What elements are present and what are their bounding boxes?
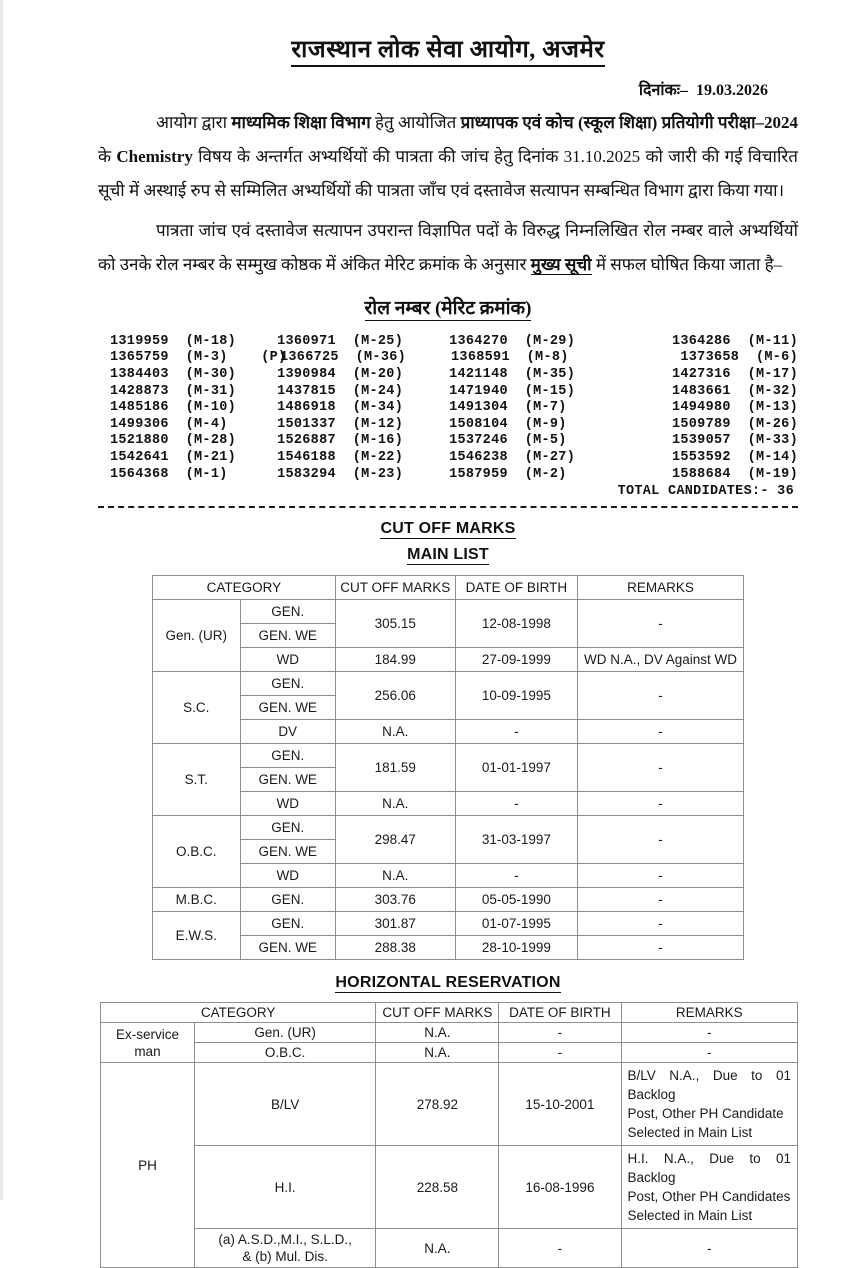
roll-entry: 1508104 (M-9): [449, 416, 567, 432]
remark-line: Post, Other PH Candidates: [627, 1189, 791, 1205]
roll-entry: 1373658 (M-6): [680, 350, 798, 366]
cell-subcategory: GEN.: [240, 744, 335, 768]
roll-entry: 1491304 (M-7): [449, 400, 567, 416]
table-row: [153, 816, 744, 840]
roll-entry: 1494980 (M-13): [671, 400, 798, 416]
remark-line: Selected in Main List: [627, 1125, 753, 1141]
cell-subcategory: GEN.: [240, 672, 335, 696]
remark-line: Post, Other PH Candidate: [627, 1106, 784, 1122]
document-date: [98, 78, 798, 100]
roll-entry: 1360971 (M-25): [277, 333, 404, 349]
roll-entry: 1365759 (M-3) (P): [110, 350, 287, 366]
page-title: [98, 36, 798, 65]
table-row: [153, 912, 744, 936]
cell-remarks: -: [578, 936, 744, 960]
roll-row: [110, 367, 798, 384]
cell-cutoff: N.A.: [376, 1023, 499, 1043]
cell-category: S.C.: [153, 672, 241, 744]
cell-category: M.B.C.: [153, 888, 241, 912]
p1-bold-subject: Chemistry: [116, 146, 193, 166]
cell-cutoff: 181.59: [335, 744, 455, 792]
document-date-value: 19.03.2026: [696, 81, 768, 99]
cell-remarks: -: [578, 600, 744, 648]
cell-cutoff: N.A.: [376, 1229, 499, 1268]
cell-cutoff: N.A.: [335, 792, 455, 816]
roll-row: [110, 467, 798, 484]
cutoff-marks-heading: [98, 520, 798, 538]
cell-dob: 10-09-1995: [455, 672, 577, 720]
cell-subcategory: O.B.C.: [194, 1043, 375, 1063]
cell-dob: -: [499, 1023, 621, 1043]
roll-entry: 1526887 (M-16): [277, 433, 404, 449]
cell-subcategory: GEN. WE: [240, 624, 335, 648]
cell-subcategory: GEN. WE: [240, 696, 335, 720]
cell-remarks: -: [578, 720, 744, 744]
cell-remarks: -: [578, 912, 744, 936]
p1-seg1: आयोग द्वारा: [156, 112, 232, 132]
roll-entry: 1364270 (M-29): [449, 333, 576, 349]
table-row: [101, 1043, 798, 1063]
cell-dob: 15-10-2001: [499, 1063, 621, 1146]
roll-entry: 1428873 (M-31): [110, 383, 237, 399]
roll-entry: 1485186 (M-10): [110, 400, 237, 416]
paragraph-eligibility: [98, 106, 798, 208]
table-row: [101, 1229, 798, 1268]
col-header-category: CATEGORY: [101, 1003, 376, 1023]
col-header-remarks: REMARKS: [621, 1003, 798, 1023]
horizontal-reservation-table: [100, 1002, 798, 1268]
table-row: [153, 792, 744, 816]
cell-remarks: [621, 1146, 798, 1229]
cell-cutoff: 303.76: [335, 888, 455, 912]
cell-category: E.W.S.: [153, 912, 241, 960]
cell-subcategory: GEN. WE: [240, 840, 335, 864]
remark-line: Selected in Main List: [627, 1208, 753, 1224]
roll-entry: 1553592 (M-14): [671, 449, 798, 465]
cell-subcategory: Gen. (UR): [194, 1023, 375, 1043]
cell-dob: 27-09-1999: [455, 648, 577, 672]
document-date-label: दिनांकः–: [638, 81, 688, 99]
table-header-row: [101, 1003, 798, 1023]
cell-cutoff: 184.99: [335, 648, 455, 672]
cell-subcategory: GEN.: [240, 600, 335, 624]
p1-seg4: विषय के अन्तर्गत अभ्यर्थियों की पात्रता की जांच हेतु दिनांक 31.10.2025 को जारी की गई विचारित सूची में अस्थाई रुप से सम्मिलित अभ्यर्थियों की पात्रता जाँच एवं दस्तावेज सत्यापन सम्बन्धित विभाग द्वारा किया गया।: [98, 146, 798, 200]
roll-row: [110, 400, 798, 417]
cell-category-exserviceman: [101, 1023, 195, 1063]
roll-entry: 1427316 (M-17): [671, 366, 798, 382]
table-row: [101, 1063, 798, 1146]
roll-row: [110, 334, 798, 351]
p1-seg3: के: [98, 146, 117, 166]
cell-subcategory: DV: [240, 720, 335, 744]
cell-dob: 31-03-1997: [455, 816, 577, 864]
main-list-heading-text: MAIN LIST: [407, 546, 489, 564]
cell-cutoff: 301.87: [335, 912, 455, 936]
roll-entry: 1390984 (M-20): [277, 366, 404, 382]
roll-entry: 1364286 (M-11): [671, 333, 798, 349]
p2-bold-mainlist: मुख्य सूची: [530, 254, 592, 274]
table-row: [153, 600, 744, 624]
horizontal-reservation-heading-text: HORIZONTAL RESERVATION: [335, 974, 561, 992]
cell-remarks: -: [621, 1043, 798, 1063]
roll-entry: 1421148 (M-35): [449, 366, 576, 382]
cell-cutoff: 305.15: [335, 600, 455, 648]
roll-entry: 1501337 (M-12): [277, 416, 404, 432]
remark-line: H.I. N.A., Due to 01 Backlog: [627, 1151, 791, 1186]
subcategory-line2: & (b) Mul. Dis.: [242, 1249, 328, 1265]
cell-cutoff: 278.92: [376, 1063, 499, 1146]
roll-entry: 1483661 (M-32): [671, 383, 798, 399]
roll-entry: 1437815 (M-24): [277, 383, 404, 399]
cutoff-marks-heading-text: CUT OFF MARKS: [380, 520, 516, 538]
roll-entry: 1486918 (M-34): [277, 400, 404, 416]
table-row: [101, 1146, 798, 1229]
page-title-text: राजस्थान लोक सेवा आयोग, अजमेर: [291, 37, 604, 67]
roll-row: [110, 417, 798, 434]
roll-entry: 1587959 (M-2): [449, 466, 567, 482]
cell-dob: -: [499, 1229, 621, 1268]
cell-category: O.B.C.: [153, 816, 241, 888]
cell-remarks: -: [621, 1023, 798, 1043]
col-header-dob: DATE OF BIRTH: [455, 576, 577, 600]
p2-seg1: पात्रता जांच एवं दस्तावेज सत्यापन उपरान्त विज्ञापित पदों के विरुद्ध निम्नलिखित रोल नम्बर वाले अभ्यर्थियों को उनके रोल नम्बर के सम्मुख कोष्ठक में अंकित मेरिट क्रमांक के अनुसार: [98, 220, 798, 274]
cell-subcategory: B/LV: [194, 1063, 375, 1146]
col-header-remarks: REMARKS: [578, 576, 744, 600]
total-candidates: TOTAL CANDIDATES:- 36: [617, 484, 794, 500]
roll-entry: 1366725 (M-36): [280, 350, 407, 366]
cell-subcategory: GEN.: [240, 912, 335, 936]
roll-row: [110, 433, 798, 450]
roll-row: [110, 350, 798, 367]
table-row: [153, 888, 744, 912]
p1-bold-department: माध्यमिक शिक्षा विभाग: [231, 112, 371, 132]
cell-remarks: -: [578, 816, 744, 864]
cell-cutoff: 298.47: [335, 816, 455, 864]
roll-number-heading: [98, 294, 798, 320]
col-header-cutoff: CUT OFF MARKS: [376, 1003, 499, 1023]
cell-cutoff: 256.06: [335, 672, 455, 720]
cell-subcategory: GEN. WE: [240, 936, 335, 960]
roll-entry: 1546188 (M-22): [277, 449, 404, 465]
cell-remarks: -: [578, 792, 744, 816]
cell-subcategory: GEN.: [240, 888, 335, 912]
cell-remarks: [621, 1063, 798, 1146]
roll-entry: 1509789 (M-26): [671, 416, 798, 432]
horizontal-reservation-heading: [98, 974, 798, 992]
cell-dob: -: [455, 720, 577, 744]
cell-dob: 16-08-1996: [499, 1146, 621, 1229]
cell-subcategory: GEN.: [240, 816, 335, 840]
cell-remarks: -: [578, 864, 744, 888]
cell-remarks: -: [578, 888, 744, 912]
roll-number-heading-text: रोल नम्बर (मेरिट क्रमांक): [364, 297, 532, 319]
cell-dob: -: [455, 792, 577, 816]
main-list-heading: [98, 546, 798, 564]
cell-remarks: -: [578, 744, 744, 792]
roll-entry: 1564368 (M-1): [110, 466, 228, 482]
remark-line: B/LV N.A., Due to 01 Backlog: [627, 1068, 791, 1103]
roll-entry: 1583294 (M-23): [277, 466, 404, 482]
roll-entry: 1384403 (M-30): [110, 366, 237, 382]
table-row: [153, 720, 744, 744]
cell-remarks: -: [578, 672, 744, 720]
cell-cutoff: N.A.: [376, 1043, 499, 1063]
p2-seg2: में सफल घोषित किया जाता है–: [591, 254, 783, 274]
roll-row: [110, 384, 798, 401]
p1-bold-exam: प्राध्यापक एवं कोच (स्कूल शिक्षा) प्रतियोगी परीक्षा–2024: [460, 112, 799, 132]
cell-cutoff: 288.38: [335, 936, 455, 960]
cell-dob: 01-01-1997: [455, 744, 577, 792]
roll-number-grid: [98, 334, 798, 483]
roll-entry: 1542641 (M-21): [110, 449, 237, 465]
roll-entry: 1539057 (M-33): [671, 433, 798, 449]
cell-category: S.T.: [153, 744, 241, 816]
table-row: [153, 864, 744, 888]
col-header-dob: DATE OF BIRTH: [499, 1003, 621, 1023]
cell-subcategory: WD: [240, 792, 335, 816]
subcategory-line1: (a) A.S.D.,M.I., S.L.D.,: [218, 1232, 352, 1248]
cell-subcategory: WD: [240, 648, 335, 672]
table-row: [153, 744, 744, 768]
cell-subcategory: WD: [240, 864, 335, 888]
roll-entry: 1471940 (M-15): [449, 383, 576, 399]
main-list-table: [152, 575, 744, 960]
table-header-row: [153, 576, 744, 600]
roll-entry: 1499306 (M-4): [110, 416, 228, 432]
roll-entry: 1319959 (M-18): [110, 333, 237, 349]
col-header-cutoff: CUT OFF MARKS: [335, 576, 455, 600]
cell-subcategory: H.I.: [194, 1146, 375, 1229]
table-row: [153, 648, 744, 672]
cell-dob: 01-07-1995: [455, 912, 577, 936]
exserviceman-label-line1: Ex-service: [115, 1026, 179, 1042]
cell-dob: 12-08-1998: [455, 600, 577, 648]
cell-dob: -: [455, 864, 577, 888]
col-header-category: CATEGORY: [153, 576, 336, 600]
roll-entry: 1546238 (M-27): [449, 449, 576, 465]
roll-entry: 1521880 (M-28): [110, 433, 237, 449]
cell-cutoff: N.A.: [335, 864, 455, 888]
p1-seg2: हेतु आयोजित: [370, 112, 461, 132]
cell-category: Gen. (UR): [153, 600, 241, 672]
cell-dob: 05-05-1990: [455, 888, 577, 912]
cell-dob: -: [499, 1043, 621, 1063]
table-row: [153, 936, 744, 960]
roll-entry: 1368591 (M-8): [451, 350, 569, 366]
cell-remarks: WD N.A., DV Against WD: [578, 648, 744, 672]
cell-subcategory: [194, 1229, 375, 1268]
cell-cutoff: 228.58: [376, 1146, 499, 1229]
cell-dob: 28-10-1999: [455, 936, 577, 960]
cell-remarks: -: [621, 1229, 798, 1268]
cell-subcategory: GEN. WE: [240, 768, 335, 792]
document-body: [98, 0, 798, 1268]
exserviceman-label-line2: man: [134, 1043, 161, 1059]
paragraph-declaration: [98, 214, 798, 282]
cell-category-ph: PH: [101, 1063, 195, 1268]
table-row: [153, 672, 744, 696]
table-row: [101, 1023, 798, 1043]
roll-row: [110, 450, 798, 467]
section-divider: [98, 506, 798, 508]
cell-cutoff: N.A.: [335, 720, 455, 744]
roll-entry: 1588684 (M-19): [671, 466, 798, 482]
roll-entry: 1537246 (M-5): [449, 433, 567, 449]
